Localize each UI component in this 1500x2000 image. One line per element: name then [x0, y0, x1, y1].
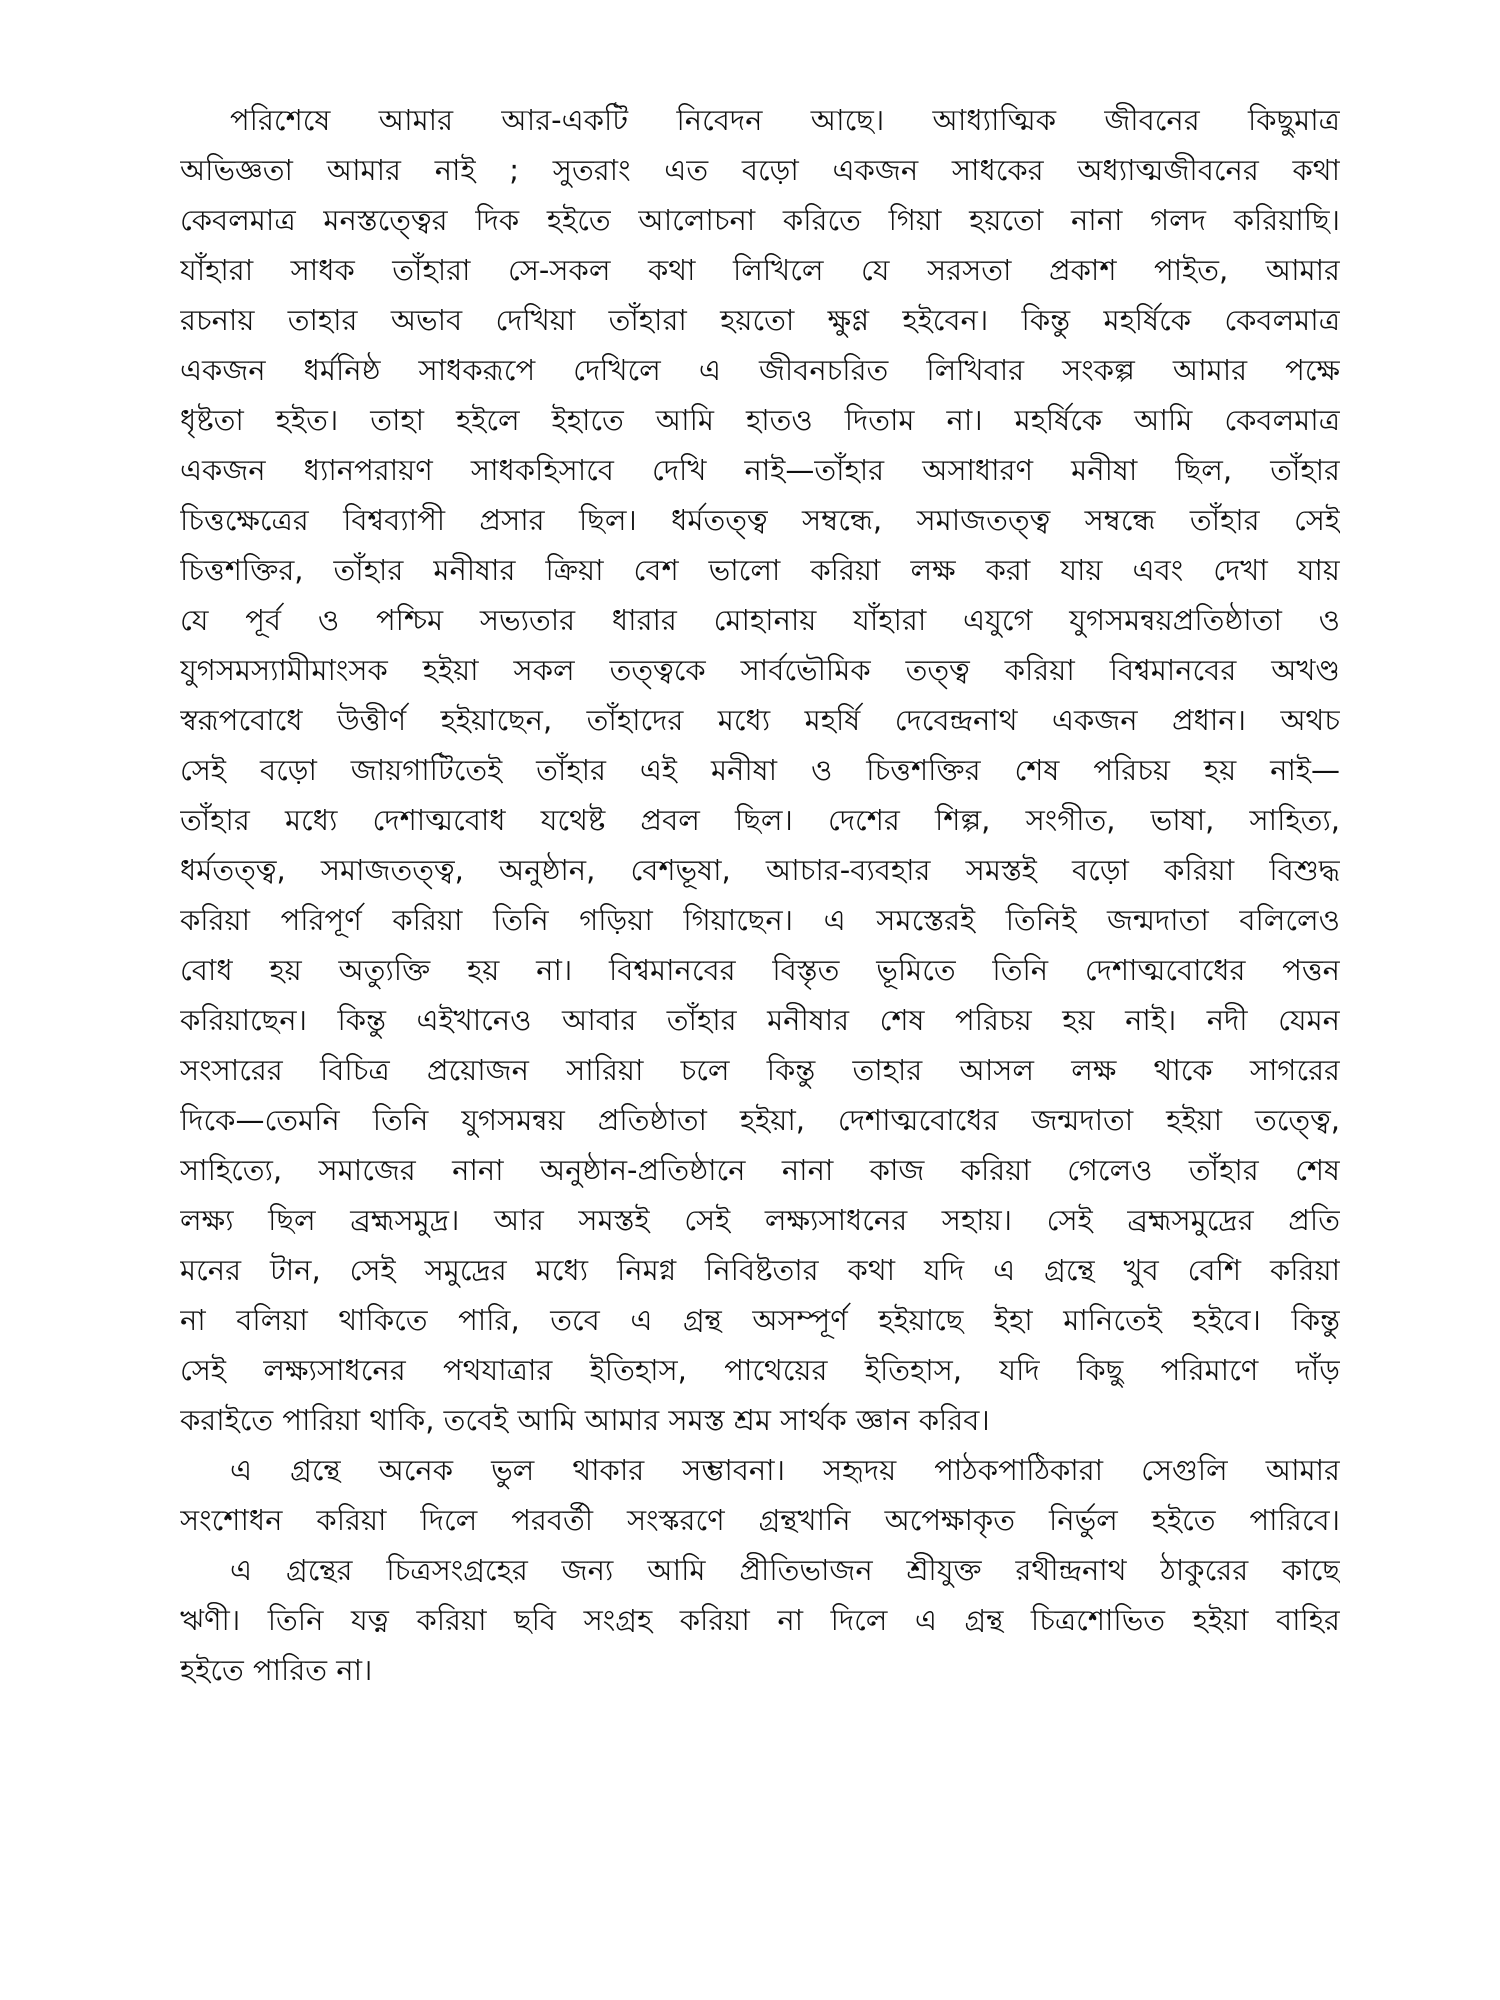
text-line: ধর্মতত্ত্ব, সমাজতত্ত্ব, অনুষ্ঠান, বেশভূষা, আচার-ব্যবহার সমস্তই বড়ো করিয়া বিশুদ্ধ [180, 853, 1340, 887]
text-line: এ গ্রন্থে অনেক ভুল থাকার সম্ভাবনা। সহৃদয় পাঠকপাঠিকারা সেগুলি আমার [230, 1453, 1340, 1487]
body-text [180, 95, 1340, 1695]
text-line: তাঁহার মধ্যে দেশাত্মবোধ যথেষ্ট প্রবল ছিল। দেশের শিল্প, সংগীত, ভাষা, সাহিত্য, [180, 803, 1340, 837]
text-line: রচনায় তাহার অভাব দেখিয়া তাঁহারা হয়তো ক্ষুণ্ণ হইবেন। কিন্তু মহর্ষিকে কেবলমাত্র [180, 303, 1340, 337]
text-line: মনের টান, সেই সমুদ্রের মধ্যে নিমগ্ন নিবিষ্টতার কথা যদি এ গ্রন্থে খুব বেশি করিয়া [180, 1253, 1340, 1287]
text-line: একজন ধ্যানপরায়ণ সাধকহিসাবে দেখি নাই—তাঁহার অসাধারণ মনীষা ছিল, তাঁহার [180, 453, 1340, 487]
text-line: সংসারের বিচিত্র প্রয়োজন সারিয়া চলে কিন্তু তাহার আসল লক্ষ থাকে সাগরের [180, 1053, 1340, 1087]
text-line: সংশোধন করিয়া দিলে পরবর্তী সংস্করণে গ্রন্থখানি অপেক্ষাকৃত নির্ভুল হইতে পারিবে। [180, 1503, 1340, 1537]
text-line: যাঁহারা সাধক তাঁহারা সে-সকল কথা লিখিলে যে সরসতা প্রকাশ পাইত, আমার [180, 253, 1340, 287]
text-line: ধৃষ্টতা হইত। তাহা হইলে ইহাতে আমি হাতও দিতাম না। মহর্ষিকে আমি কেবলমাত্র [180, 403, 1340, 437]
text-line: সাহিত্যে, সমাজের নানা অনুষ্ঠান-প্রতিষ্ঠানে নানা কাজ করিয়া গেলেও তাঁহার শেষ [180, 1153, 1340, 1187]
text-line: বোধ হয় অত্যুক্তি হয় না। বিশ্বমানবের বিস্তৃত ভূমিতে তিনি দেশাত্মবোধের পত্তন [180, 953, 1340, 987]
text-line: সেই লক্ষ্যসাধনের পথযাত্রার ইতিহাস, পাথেয়ের ইতিহাস, যদি কিছু পরিমাণে দাঁড় [180, 1353, 1340, 1387]
text-line: যুগসমস্যামীমাংসক হইয়া সকল তত্ত্বকে সার্বভৌমিক তত্ত্ব করিয়া বিশ্বমানবের অখণ্ড [180, 653, 1340, 687]
text-line: লক্ষ্য ছিল ব্রহ্মসমুদ্র। আর সমস্তই সেই লক্ষ্যসাধনের সহায়। সেই ব্রহ্মসমুদ্রের প্রতি [180, 1203, 1340, 1237]
text-line: চিত্তশক্তির, তাঁহার মনীষার ক্রিয়া বেশ ভালো করিয়া লক্ষ করা যায় এবং দেখা যায় [180, 553, 1340, 587]
text-line: হইতে পারিত না। [180, 1653, 373, 1687]
text-line: করিয়া পরিপূর্ণ করিয়া তিনি গড়িয়া গিয়াছেন। এ সমস্তেরই তিনিই জন্মদাতা বলিলেও [180, 903, 1340, 937]
text-line: সেই বড়ো জায়গাটিতেই তাঁহার এই মনীষা ও চিত্তশক্তির শেষ পরিচয় হয় নাই— [180, 753, 1340, 787]
text-line: করাইতে পারিয়া থাকি, তবেই আমি আমার সমস্ত শ্রম সার্থক জ্ঞান করিব। [180, 1403, 990, 1437]
text-line: স্বরূপবোধে উত্তীর্ণ হইয়াছেন, তাঁহাদের মধ্যে মহর্ষি দেবেন্দ্রনাথ একজন প্রধান। অথচ [180, 703, 1340, 737]
text-line: অভিজ্ঞতা আমার নাই ; সুতরাং এত বড়ো একজন সাধকের অধ্যাত্মজীবনের কথা [180, 153, 1340, 187]
text-line: করিয়াছেন। কিন্তু এইখানেও আবার তাঁহার মনীষার শেষ পরিচয় হয় নাই। নদী যেমন [180, 1003, 1340, 1037]
text-line: একজন ধর্মনিষ্ঠ সাধকরূপে দেখিলে এ জীবনচরিত লিখিবার সংকল্প আমার পক্ষে [180, 353, 1340, 387]
text-line: না বলিয়া থাকিতে পারি, তবে এ গ্রন্থ অসম্পূর্ণ হইয়াছে ইহা মানিতেই হইবে। কিন্তু [180, 1303, 1340, 1337]
text-line: কেবলমাত্র মনস্তত্ত্বের দিক হইতে আলোচনা করিতে গিয়া হয়তো নানা গলদ করিয়াছি। [180, 203, 1340, 237]
text-line: দিকে—তেমনি তিনি যুগসমন্বয় প্রতিষ্ঠাতা হইয়া, দেশাত্মবোধের জন্মদাতা হইয়া তত্ত্বে, [180, 1103, 1340, 1137]
text-line: এ গ্রন্থের চিত্রসংগ্রহের জন্য আমি প্রীতিভাজন শ্রীযুক্ত রথীন্দ্রনাথ ঠাকুরের কাছে [230, 1553, 1340, 1587]
text-line: ঋণী। তিনি যত্ন করিয়া ছবি সংগ্রহ করিয়া না দিলে এ গ্রন্থ চিত্রশোভিত হইয়া বাহির [180, 1603, 1340, 1637]
text-line: চিত্তক্ষেত্রের বিশ্বব্যাপী প্রসার ছিল। ধর্মতত্ত্ব সম্বন্ধে, সমাজতত্ত্ব সম্বন্ধে তাঁহার সেই [180, 503, 1340, 537]
paragraph-3 [180, 1545, 1340, 1695]
paragraph-2 [180, 1445, 1340, 1545]
text-line: পরিশেষে আমার আর-একটি নিবেদন আছে। আধ্যাত্মিক জীবনের কিছুমাত্র [230, 103, 1340, 137]
text-line: যে পূর্ব ও পশ্চিম সভ্যতার ধারার মোহানায় যাঁহারা এযুগে যুগসমন্বয়প্রতিষ্ঠাতা ও [180, 603, 1340, 637]
paragraph-1 [180, 95, 1340, 1445]
